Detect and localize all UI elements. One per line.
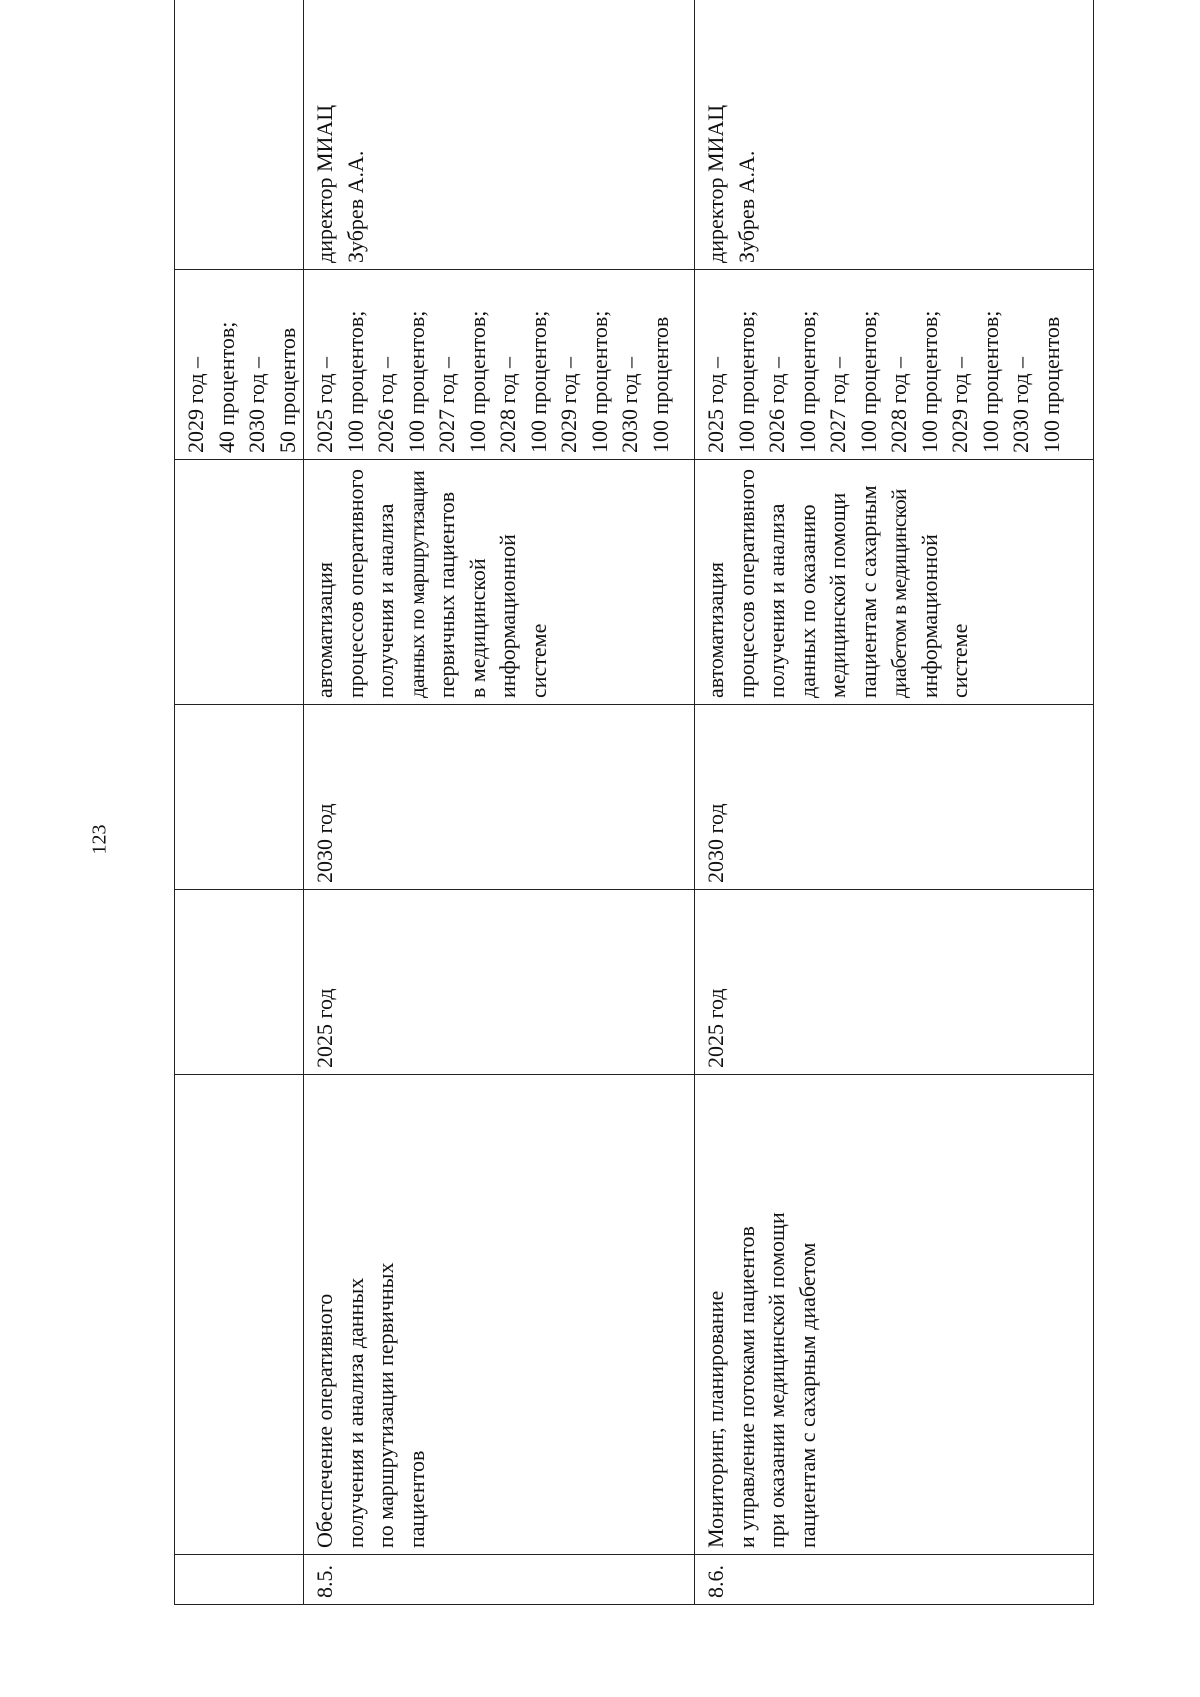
result-line: первичных пациентов: [434, 491, 459, 698]
responsible-line: Зубрев А.А.: [342, 150, 368, 263]
indicator-line: 2030 год –: [617, 356, 642, 453]
table-row: [304, 0, 695, 1605]
indicator-line: 100 процентов;: [525, 310, 551, 453]
indicator-line: 2027 год –: [434, 356, 459, 453]
result-line: системе: [947, 623, 972, 698]
indicator-line: 100 процентов;: [464, 310, 490, 453]
cell-indicator: [175, 270, 304, 460]
indicator-line: 100 процентов: [1038, 316, 1064, 453]
result-line: процессов оперативного: [733, 468, 759, 698]
indicator-line: 2029 год –: [183, 356, 208, 453]
cell-indicator: [695, 270, 1094, 460]
result-line: данных по оказанию: [794, 504, 820, 698]
indicator-line: 2027 год –: [825, 356, 850, 453]
indicator-line: 2026 год –: [373, 356, 398, 453]
event-line: получения и анализа данных: [342, 1277, 368, 1548]
indicator-line: 100 процентов;: [586, 310, 612, 453]
event-line: при оказании медицинской помощи: [764, 1212, 789, 1548]
result-line: информационной: [916, 534, 942, 698]
indicator-line: 100 процентов;: [342, 310, 368, 453]
indicator-line: 50 процентов: [274, 327, 300, 453]
cell-number: 8.6.: [695, 1555, 1094, 1605]
rotated-table-wrapper: [174, 50, 1092, 1605]
cell-responsible: [695, 0, 1094, 270]
responsible-line: Зубрев А.А.: [733, 150, 759, 263]
indicator-line: 2028 год –: [495, 356, 520, 453]
cell-result: [695, 460, 1094, 705]
cell-result: [175, 460, 304, 705]
cell-number: 8.5.: [304, 1555, 695, 1605]
event-line: пациентов: [403, 1450, 429, 1548]
indicator-line: 100 процентов;: [403, 310, 429, 453]
result-line: автоматизация: [703, 562, 728, 698]
indicator-line: 2025 год –: [703, 356, 728, 453]
result-line: данных по маршрутизации: [404, 470, 429, 698]
indicator-line: 2029 год –: [556, 356, 581, 453]
cell-event: [695, 1075, 1094, 1555]
page-number: 123: [88, 824, 111, 855]
indicator-line: 2028 год –: [886, 356, 911, 453]
plan-table: [174, 0, 1094, 1605]
indicator-line: 100 процентов;: [733, 310, 759, 453]
event-line: Мониторинг, планирование: [703, 1290, 728, 1548]
cell-result: [304, 460, 695, 705]
indicator-line: 100 процентов;: [855, 310, 881, 453]
table-row-continuation: [175, 0, 304, 1605]
result-line: получения и анализа: [373, 503, 398, 698]
event-line: Обеспечение оперативного: [312, 1293, 337, 1548]
responsible-line: директор МИАЦ: [312, 104, 337, 263]
indicator-line: 40 процентов;: [213, 321, 239, 453]
cell-end: [175, 705, 304, 890]
indicator-line: 2029 год –: [947, 356, 972, 453]
indicator-line: 2030 год –: [1008, 356, 1033, 453]
result-line: диабетом в медицинской: [887, 489, 911, 698]
cell-start: [175, 890, 304, 1075]
cell-end: 2030 год: [304, 705, 695, 890]
result-line: пациентам с сахарным: [855, 485, 881, 698]
result-line: медицинской помощи: [825, 492, 850, 698]
cell-start: 2025 год: [695, 890, 1094, 1075]
cell-event: [175, 1075, 304, 1555]
event-line: по маршрутизации первичных: [373, 1262, 398, 1548]
indicator-line: 100 процентов;: [916, 310, 942, 453]
result-line: получения и анализа: [764, 503, 789, 698]
responsible-line: директор МИАЦ: [703, 104, 728, 263]
result-line: информационной: [495, 534, 520, 698]
event-line: пациентам с сахарным диабетом: [794, 1242, 820, 1548]
cell-indicator: [304, 270, 695, 460]
cell-number: [175, 1555, 304, 1605]
indicator-line: 100 процентов;: [794, 310, 820, 453]
cell-start: 2025 год: [304, 890, 695, 1075]
indicator-line: 100 процентов;: [977, 310, 1003, 453]
cell-responsible: [304, 0, 695, 270]
cell-end: 2030 год: [695, 705, 1094, 890]
cell-responsible: [175, 0, 304, 270]
indicator-line: 2025 год –: [312, 356, 337, 453]
result-line: системе: [525, 623, 551, 698]
result-line: процессов оперативного: [342, 468, 368, 698]
indicator-line: 100 процентов: [647, 316, 673, 453]
indicator-line: 2030 год –: [244, 356, 269, 453]
result-line: автоматизация: [312, 562, 337, 698]
cell-event: [304, 1075, 695, 1555]
indicator-line: 2026 год –: [764, 356, 789, 453]
table-row: [695, 0, 1094, 1605]
result-line: в медицинской: [464, 558, 490, 698]
event-line: и управление потоками пациентов: [733, 1226, 759, 1548]
